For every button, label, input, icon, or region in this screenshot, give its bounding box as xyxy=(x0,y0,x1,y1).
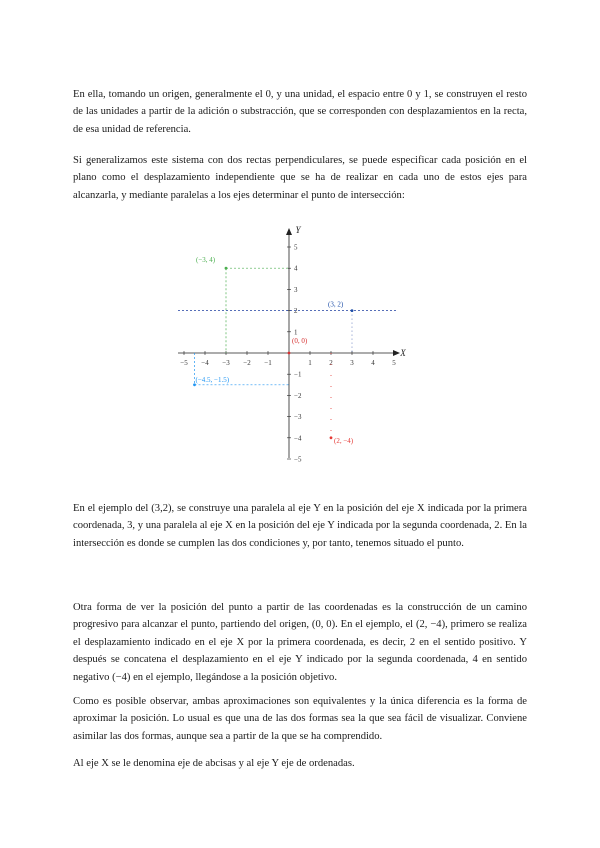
paragraph-6: Al eje X se le denomina eje de abcisas y al eje Y eje de ordenadas. xyxy=(73,758,355,769)
point-label: (2, −4) xyxy=(334,436,354,445)
x-tick-label: −4 xyxy=(201,359,209,367)
y-axis-arrow xyxy=(286,228,292,235)
x-tick-label: −1 xyxy=(264,359,272,367)
x-tick-label: 2 xyxy=(329,359,333,367)
x-tick-label: −5 xyxy=(180,359,188,367)
point-label: (−3, 4) xyxy=(196,256,216,265)
x-tick-label: 1 xyxy=(308,359,312,367)
point-label: (3, 2) xyxy=(328,300,344,309)
y-tick-label: −2 xyxy=(294,391,302,400)
y-tick-label: −1 xyxy=(294,370,302,379)
x-tick-label: 3 xyxy=(350,359,354,367)
x-tick-label: −3 xyxy=(222,359,230,367)
paragraph-5: Como es posible observar, ambas aproximaciones son equivalentes y la única diferencia es la forma de aproximar la posición. Lo usual es que una de las dos formas sea la que sea fácil de visualizar. Conviene asimilar las dos formas, aunque sea a partir de la que se ha comprendido. xyxy=(73,696,527,742)
data-point xyxy=(330,436,333,439)
y-axis-label: Y xyxy=(295,225,301,235)
y-tick-label: 3 xyxy=(294,285,298,294)
paragraph-4: Otra forma de ver la posición del punto a partir de las coordenadas es la construcción de un camino progresivo para alcanzar el punto, partiendo del origen, (0, 0). En el ejemplo, el (2, −4), primero se realiza el desplazamiento indicado en el eje X por la primera coordenada, es decir, 2 en el sentido positivo. Y después se concatena el desplazamiento en el eje Y indicado por la segunda coordenada, 4 en sentido negativo (−4) en el ejemplo, llegándose a la posición objetivo. xyxy=(73,602,527,683)
x-tick-label: −2 xyxy=(243,359,251,367)
data-point xyxy=(193,383,196,386)
point-label: (−4.5, −1.5) xyxy=(195,375,230,384)
cartesian-plane-svg xyxy=(172,224,408,462)
y-tick-label: 5 xyxy=(294,243,298,252)
data-point xyxy=(225,267,228,270)
y-tick-label: 2 xyxy=(294,307,298,316)
paragraph-3: En el ejemplo del (3,2), se construye una paralela al eje Y en la posición del eje X indicada por la primera coordenada, 3, y una paralela al eje X en la posición del eje Y indicada por la segunda coordenada, 2. En la intersección es donde se cumplen las dos condiciones y, por tanto, tenemos situado el punto. xyxy=(73,503,527,549)
y-tick-label: −4 xyxy=(294,434,302,443)
y-tick-label: −5 xyxy=(294,455,302,462)
x-axis-label: X xyxy=(400,348,406,358)
y-tick-label: 4 xyxy=(294,264,298,273)
y-tick-label: 1 xyxy=(294,328,298,337)
y-tick-label: −3 xyxy=(294,413,302,422)
x-tick-label: 5 xyxy=(392,359,396,367)
data-point xyxy=(351,309,354,312)
paragraph-1: En ella, tomando un origen, generalmente el 0, y una unidad, el espacio entre 0 y 1, se construyen el resto de las unidades a partir de la adición o substracción, que se corresponden con desplazamientos en la recta, de esa unidad de referencia. xyxy=(73,89,527,135)
cartesian-plane-figure xyxy=(172,224,408,462)
x-tick-label: 4 xyxy=(371,359,375,367)
point-label: (0, 0) xyxy=(292,337,308,345)
data-point xyxy=(288,352,291,355)
paragraph-2: Si generalizamos este sistema con dos rectas perpendiculares, se puede especificar cada posición en el plano como el desplazamiento independiente que se ha de realizar en cada uno de estos ejes para alcanzarla, y mediante paralelas a los ejes determinar el punto de intersección: xyxy=(73,155,527,201)
